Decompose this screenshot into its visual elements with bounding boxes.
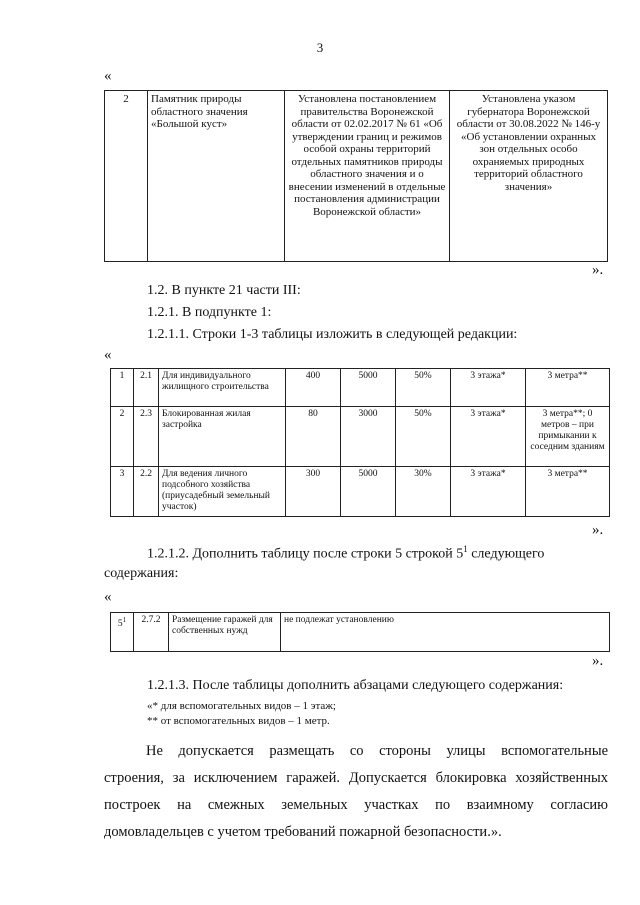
open-quote-3: «	[104, 589, 112, 605]
cell-max: 3000	[341, 407, 396, 467]
item-1-2-1: 1.2.1. В подпункте 1:	[147, 305, 272, 320]
open-quote-2: «	[104, 347, 112, 363]
cell-floors: 3 этажа*	[451, 407, 526, 467]
close-quote-1: ».	[592, 262, 604, 278]
cell-pct: 50%	[396, 369, 451, 407]
cell-pct: 30%	[396, 467, 451, 517]
open-quote: «	[104, 68, 112, 84]
item-1-2-1-2	[147, 544, 608, 563]
cell-max: 5000	[341, 369, 396, 407]
cell-use: Размещение гаражей для собственных нужд	[169, 613, 281, 652]
superscript: 1	[122, 616, 127, 624]
cell-n: 2	[111, 407, 134, 467]
cell-use: Для ведения личного подсобного хозяйства (приусадебный земельный участок)	[159, 467, 286, 517]
paragraph-line: построек на смежных земельных участках по взаимному согласию	[104, 797, 608, 813]
page-number: 3	[316, 40, 324, 55]
paragraph-line: Не допускается размещать со стороны улицы вспомогательные	[146, 743, 608, 759]
cell-max: 5000	[341, 467, 396, 517]
cell-floors: 3 этажа*	[451, 369, 526, 407]
item-1-2: 1.2. В пункте 21 части III:	[147, 283, 301, 298]
footnotes	[147, 699, 336, 729]
close-quote-3: ».	[592, 653, 604, 669]
footnote-2: ** от вспомогательных видов – 1 метр.	[147, 715, 330, 727]
item-1-2-1-1: 1.2.1.1. Строки 1-3 таблицы изложить в следующей редакции:	[147, 327, 518, 342]
item-1-2-1-2-text: 1.2.1.2. Дополнить таблицу после строки 5 строкой 5	[147, 546, 464, 562]
cell-code: 2.1	[134, 369, 159, 407]
table-row	[111, 407, 610, 467]
table-parameters	[110, 368, 610, 517]
table-protected-areas	[104, 90, 608, 262]
paragraph-line: домовладельцев с учетом требований пожарной безопасности.».	[104, 824, 502, 840]
cell-use: Блокированная жилая застройка	[159, 407, 286, 467]
footnote-1: «* для вспомогательных видов – 1 этаж;	[147, 700, 336, 712]
table-row	[111, 613, 610, 652]
cell-code: 2.3	[134, 407, 159, 467]
cell-code: 2.2	[134, 467, 159, 517]
row-number: 5	[117, 619, 123, 630]
cell-name: Памятник природы областного значения «Большой куст»	[148, 91, 285, 262]
paragraph	[104, 738, 608, 846]
cell-n: 3	[111, 467, 134, 517]
paragraph-line: строения, за исключением гаражей. Допускается блокировка хозяйственных	[104, 770, 608, 786]
cell-indent: 3 метра**; 0 метров – при примыкании к соседним зданиям	[526, 407, 610, 467]
cell-num: 2	[105, 91, 148, 262]
table-garages	[110, 612, 610, 652]
cell-pct: 50%	[396, 407, 451, 467]
item-1-2-1-3: 1.2.1.3. После таблицы дополнить абзацами следующего содержания:	[147, 678, 564, 693]
superscript: 1	[463, 544, 468, 554]
cell-min: 400	[286, 369, 341, 407]
cell-zone: Установлена указом губернатора Воронежской области от 30.08.2022 № 146-у «Об установлении охранных зон отдельных особо охраняемых природных территорий областного значения»	[450, 91, 608, 262]
cell-indent: 3 метра**	[526, 369, 610, 407]
cell-n: 1	[111, 369, 134, 407]
cell-value: не подлежат установлению	[281, 613, 610, 652]
table-row	[111, 467, 610, 517]
cell-use: Для индивидуального жилищного строительства	[159, 369, 286, 407]
item-1-2-1-2-end: следующего	[467, 546, 545, 562]
cell-n	[111, 613, 134, 652]
item-1-2-1-2-line2: содержания:	[104, 566, 179, 581]
cell-regime: Установлена постановлением правительства Воронежской области от 02.02.2017 № 61 «Об утверждении границ и режимов особой охраны территорий отдельных памятников природы областного значения и о внесении изменений в отдельные постановления администрации Воронежской области»	[285, 91, 450, 262]
cell-min: 80	[286, 407, 341, 467]
cell-code: 2.7.2	[134, 613, 169, 652]
cell-floors: 3 этажа*	[451, 467, 526, 517]
cell-indent: 3 метра**	[526, 467, 610, 517]
table-row	[111, 369, 610, 407]
table-row	[105, 91, 608, 262]
cell-min: 300	[286, 467, 341, 517]
close-quote-2: ».	[592, 522, 604, 538]
